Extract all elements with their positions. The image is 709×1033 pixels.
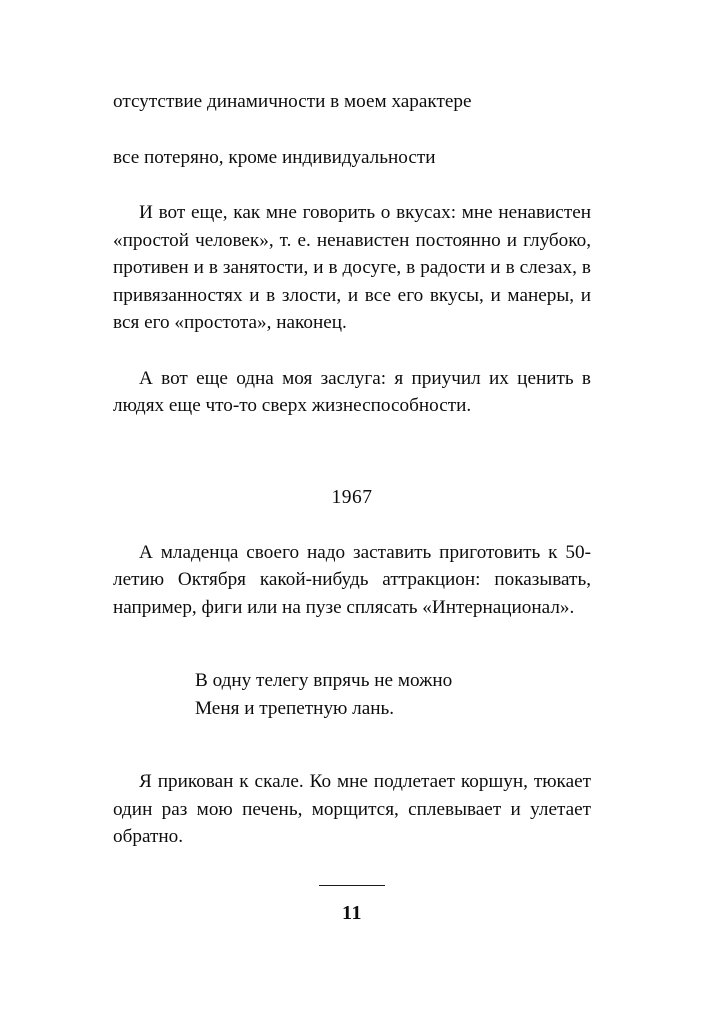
section-divider-wrap (113, 885, 591, 886)
section-year: 1967 (331, 486, 373, 508)
spacer (113, 722, 591, 768)
spacer (113, 621, 591, 667)
section-divider-rule (319, 885, 385, 886)
spacer (113, 337, 591, 365)
paragraph-merit: А вот еще одна моя заслуга: я приучил их ценить в людях еще что-то сверх жизнеспособности. (113, 367, 591, 416)
spacer (113, 116, 591, 144)
paragraph-line-2: все потеряно, кроме индивидуальности (113, 146, 436, 168)
spacer (113, 171, 591, 199)
paragraph-line-1: отсутствие динамичности в моем характере (113, 91, 472, 112)
verse-line-2: Меня и трепетную лань. (195, 697, 395, 719)
paragraph-tastes: И вот еще, как мне говорить о вкусах: мне ненавистен «простой человек», т. е. ненавистен постоянно и глубоко, противен и в занятости, и в досуге, в радости и в слезах, в привязанностях и в злости, и все его вкусы, и манеры, и вся его «простота», наконец. (113, 202, 591, 333)
spacer (113, 420, 591, 484)
verse-line-1: В одну телегу впрячь не можно (195, 670, 453, 691)
paragraph-infant: А младенца своего надо заставить приготовить к 50-летию Октября какой-нибудь аттракцион: показывать, например, фиги или на пузе сплясать «Интернационал». (113, 541, 591, 618)
verse-quote (113, 667, 591, 722)
spacer (113, 511, 591, 539)
page-number: 11 (342, 901, 362, 924)
paragraph-prometheus: Я прикован к скале. Ко мне подлетает коршун, тюкает один раз мою печень, морщится, сплевывает и улетает обратно. (113, 771, 591, 847)
